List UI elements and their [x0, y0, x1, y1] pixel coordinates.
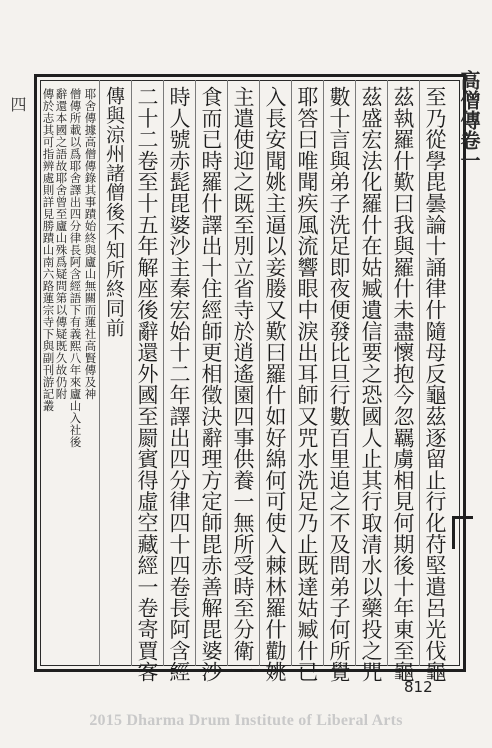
- note-column-2: 僧傳所載以爲耶舍譯出四分律長阿含經語下有義熙八年來廬山入社後: [68, 88, 83, 448]
- colophon-column: 傳與涼州諸僧後不知所終同前: [103, 86, 125, 337]
- main-column-8: 食而已時羅什譯出十住經師更相徵決辭理方定師毘赤善解毘婆沙: [199, 86, 223, 683]
- main-column-7: 主遣使迎之既至別立省寺於逍遙園四事供養一無所受時至分衛一: [231, 86, 255, 683]
- column-rule: [291, 80, 292, 666]
- main-column-6: 入長安聞姚主逼以妾媵又歎曰羅什如好綿何可使入棘林羅什勸姚: [263, 86, 287, 683]
- left-edge-mark: 四: [8, 96, 27, 112]
- running-head: 高僧傳卷一: [457, 70, 481, 170]
- column-rule: [163, 80, 164, 666]
- page-number: 812: [404, 678, 433, 696]
- column-rule: [355, 80, 356, 666]
- note-column-1: 耶舍傳據高僧傳錄其事蹟始終與廬山無關而蓮社高賢傳及神: [83, 88, 98, 400]
- main-column-2: 茲執羅什歎曰我與羅什未盡懷抱今忽羈虜相見何期後十年東至龜: [391, 86, 415, 683]
- column-rule: [387, 80, 388, 666]
- note-column-3: 辭還本國之語故耶舍曾至廬山殊爲疑問第以傳疑既久故仍附: [54, 88, 69, 400]
- note-column-4: 傳於志其可指辨處則詳見勝蹟山南六路蓮宗寺下與副刊游記叢: [41, 88, 56, 412]
- frame-corner-mark: [452, 516, 473, 549]
- main-column-3: 茲盛宏法化羅什在姑臧遺信要之恐國人止其行取清水以藥投之咒: [359, 86, 383, 683]
- column-rule: [323, 80, 324, 666]
- main-column-5: 耶答曰唯聞疾風流響眼中淚出耳師又咒水洗足乃止既達姑臧什已: [295, 86, 319, 683]
- watermark-footer: 2015 Dharma Drum Institute of Liberal Arts: [89, 712, 403, 729]
- column-rule: [227, 80, 228, 666]
- main-column-4: 數十言與弟子洗足即夜便發比旦行數百里追之不及問弟子何所覺: [327, 86, 351, 683]
- column-rule: [99, 80, 100, 666]
- main-column-10: 二十二卷至十五年解座後辭還外國至罽賓得虛空藏經一卷寄賈客: [135, 86, 159, 683]
- column-rule: [131, 80, 132, 666]
- main-column-1: 至乃從學毘曇論十誦律什隨母反龜茲逐留止行化苻堅遣呂光伐龜: [423, 86, 447, 683]
- column-rule: [195, 80, 196, 666]
- column-rule: [419, 80, 420, 666]
- main-column-9: 時人號赤髭毘婆沙主秦宏始十二年譯出四分律四十四卷長阿含經: [167, 86, 191, 683]
- column-rule: [259, 80, 260, 666]
